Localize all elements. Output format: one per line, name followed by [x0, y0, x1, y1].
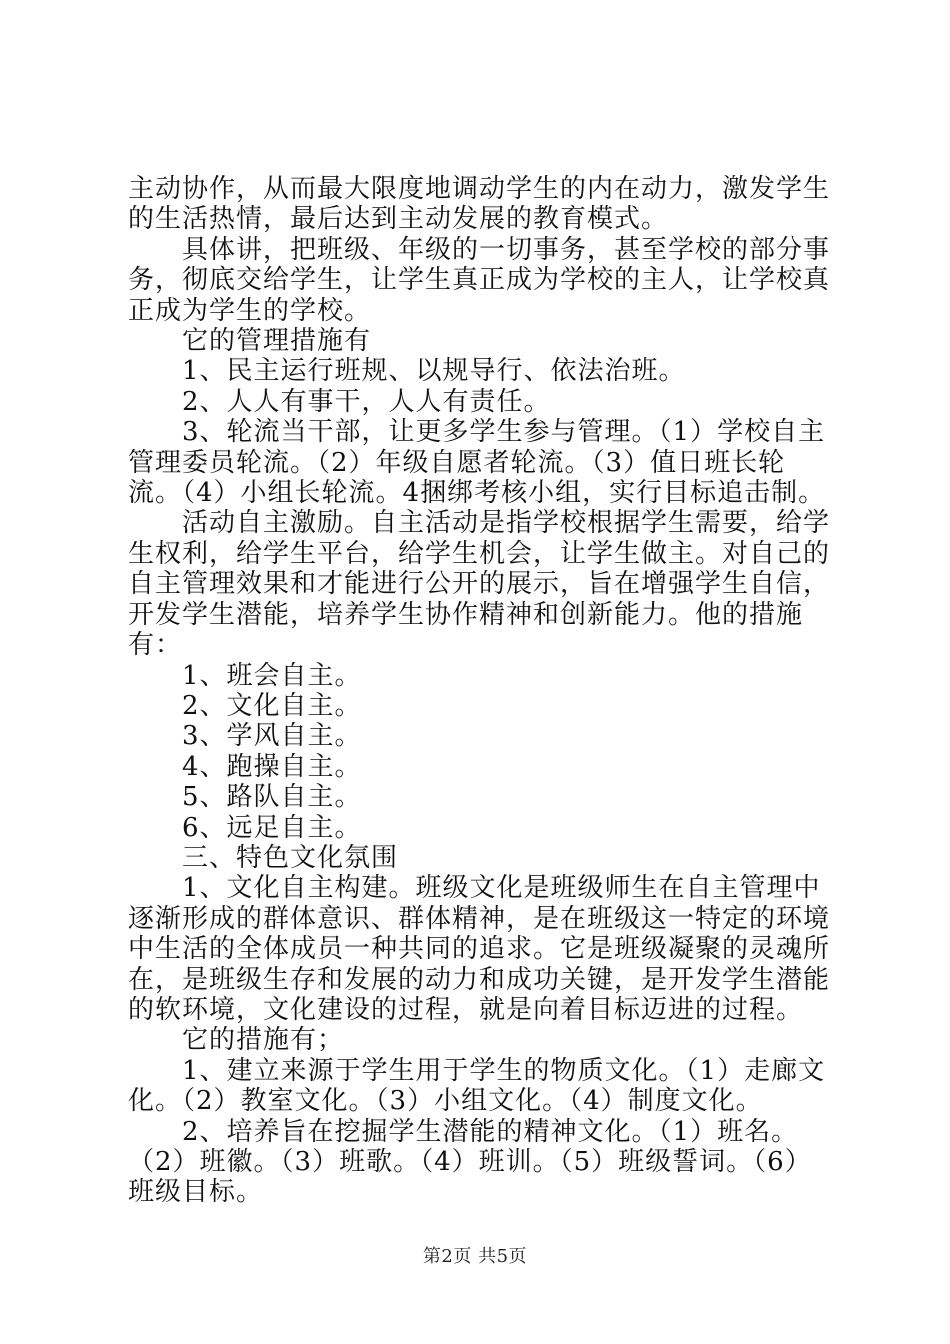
paragraph: 3、学风自主。	[182, 721, 362, 752]
paragraph: 它的措施有；	[182, 1025, 345, 1056]
paragraph: 2、培养旨在挖掘学生潜能的精神文化。（1）班名。（2）班徽。（3）班歌。（4）班训。（5）班级誓词。（6）班级目标。	[128, 1116, 812, 1208]
document-body	[128, 174, 833, 1208]
paragraph: 2、文化自主。	[182, 690, 362, 721]
paragraph: 具体讲，把班级、年级的一切事务，甚至学校的部分事务，彻底交给学生，让学生真正成为学校的主人，让学校真正成为学生的学校。	[128, 234, 831, 326]
paragraph: 3、轮流当干部，让更多学生参与管理。（1）学校自主管理委员轮流。（2）年级自愿者轮流。（3）值日班长轮流。（4）小组长轮流。4捆绑考核小组，实行目标追击制。	[128, 417, 826, 509]
paragraph: 它的管理措施有	[182, 326, 372, 357]
paragraph: 4、跑操自主。	[182, 751, 362, 782]
paragraph: 5、路队自主。	[182, 782, 362, 813]
paragraph: 主动协作，从而最大限度地调动学生的内在动力，激发学生的生活热情，最后达到主动发展的教育模式。	[128, 174, 831, 235]
paragraph: 1、文化自主构建。班级文化是班级师生在自主管理中逐渐形成的群体意识、群体精神，是在班级这一特定的环境中生活的全体成员一种共同的追求。它是班级凝聚的灵魂所在，是班级生存和发展的动力和成功关键，是开发学生潜能的软环境，文化建设的过程，就是向着目标迈进的过程。	[128, 873, 831, 1025]
paragraph: 6、远足自主。	[182, 812, 362, 843]
paragraph: 1、班会自主。	[182, 660, 362, 691]
page-footer: 第2页 共5页	[422, 1246, 528, 1267]
paragraph: 1、民主运行班规、以规导行、依法治班。	[182, 356, 686, 387]
paragraph: 三、特色文化氛围	[182, 842, 399, 873]
paragraph: 活动自主激励。自主活动是指学校根据学生需要，给学生权利，给学生平台，给学生机会，让学生做主。对自己的自主管理效果和才能进行公开的展示，旨在增强学生自信，开发学生潜能，培养学生协作精神和创新能力。他的措施有：	[128, 508, 831, 661]
paragraph: 2、人人有事干，人人有责任。	[182, 386, 551, 417]
paragraph: 1、建立来源于学生用于学生的物质文化。（1）走廊文化。（2）教室文化。（3）小组文化。（4）制度文化。	[128, 1055, 826, 1117]
